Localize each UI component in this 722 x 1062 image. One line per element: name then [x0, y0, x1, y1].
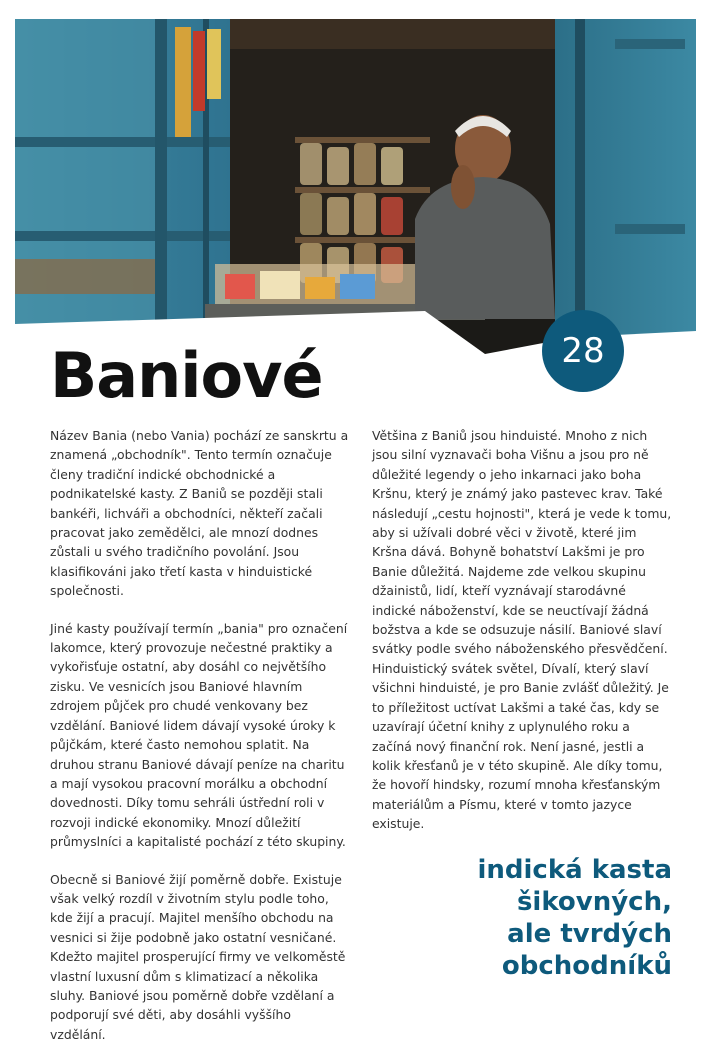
tagline-line: obchodníků: [501, 951, 672, 981]
page-number: 28: [561, 331, 605, 371]
tagline: [477, 854, 672, 982]
paragraph: Název Bania (nebo Vania) pochází ze sanskrtu a znamená „obchodník". Tento termín označuje členy tradiční indické obchodnické a podnikatelské kasty. Z Baniů se později stali bankéři, lichváři a obchodníci, někteří začali pracovat jako zemědělci, ale mnozí dodnes zůstali u svého tradičního povolání. Jsou klasifikováni jako třetí kasta v hinduistické společnosti.: [50, 428, 349, 599]
left-column: [50, 426, 350, 1062]
shopkeeper-photo: [15, 19, 696, 354]
tagline-line: šikovných,: [516, 887, 672, 917]
paragraph: Jiné kasty používají termín „bania" pro označení lakomce, který provozuje nečestné praktiky a vykořisťuje ostatní, aby dosáhl co největšího zisku. Ve vesnicích jsou Baniové hlavním zdrojem půjček pro chudé venkovany bez vzdělání. Baniové lidem dávají vysoké úroky k půjčkám, které často nemohou splatit. Na druhou stranu Baniové dávají peníze na charitu a mají vysokou pracovní morálku a obchodní dovednosti. Díky tomu sehráli ústřední roli v rozvoji indické ekonomiky. Mnozí důležití průmyslníci a kapitalisté pochází z této skupiny.: [50, 620, 348, 850]
page-title: Baniové: [50, 339, 323, 412]
paragraph: Většina z Baniů jsou hinduisté. Mnoho z nich jsou silní vyznavači boha Višnu a jsou pro ně důležité legendy o jeho inkarnaci jako boha Kršnu, který je známý jako pastevec krav. Také následují „cestu hojnosti", která je vede k tomu, aby si užívali dobré věci v životě, které jim Kršna dává. Bohyně bohatství Lakšmi je pro Banie důležitá. Najdeme zde velkou skupinu džainistů, lidí, kteří vyznávají starodávné indické náboženství, kde se neuctívají žádná božstva a kde se odsuzuje násilí. Baniové slaví svátky podle svého náboženského přesvědčení. Hinduistický svátek světel, Dívalí, který slaví všichni hinduisté, je pro Banie zvlášť důležitý. Je to příležitost uctívat Lakšmi a také čas, kdy se uzavírají účetní knihy z uplynulého roku a začíná nový finanční rok. Není jasné, jestli a kolik křesťanů je v této skupině. Ale díky tomu, že hovoří hindsky, rozumí mnoha křesťanským materiálům a Písmu, které v tomto jazyce existuje.: [372, 428, 672, 832]
right-column: [372, 426, 672, 852]
tagline-line: indická kasta: [477, 855, 672, 885]
header-photo: [15, 19, 696, 354]
paragraph: Obecně si Baniové žijí poměrně dobře. Existuje však velký rozdíl v životním stylu podle toho, kde žijí a pracují. Majitel menšího obchodu na vesnici si žije podobně jako ostatní vesničané. Kdežto majitel prosperující firmy ve velkoměstě vlastní luxusní dům s klimatizací a několika sluhy. Baniové jsou poměrně dobře vzdělaní a podporují své děti, aby dosáhli vyššího vzdělání.: [50, 871, 346, 1042]
page-number-badge: [542, 310, 624, 392]
tagline-line: ale tvrdých: [507, 919, 672, 949]
